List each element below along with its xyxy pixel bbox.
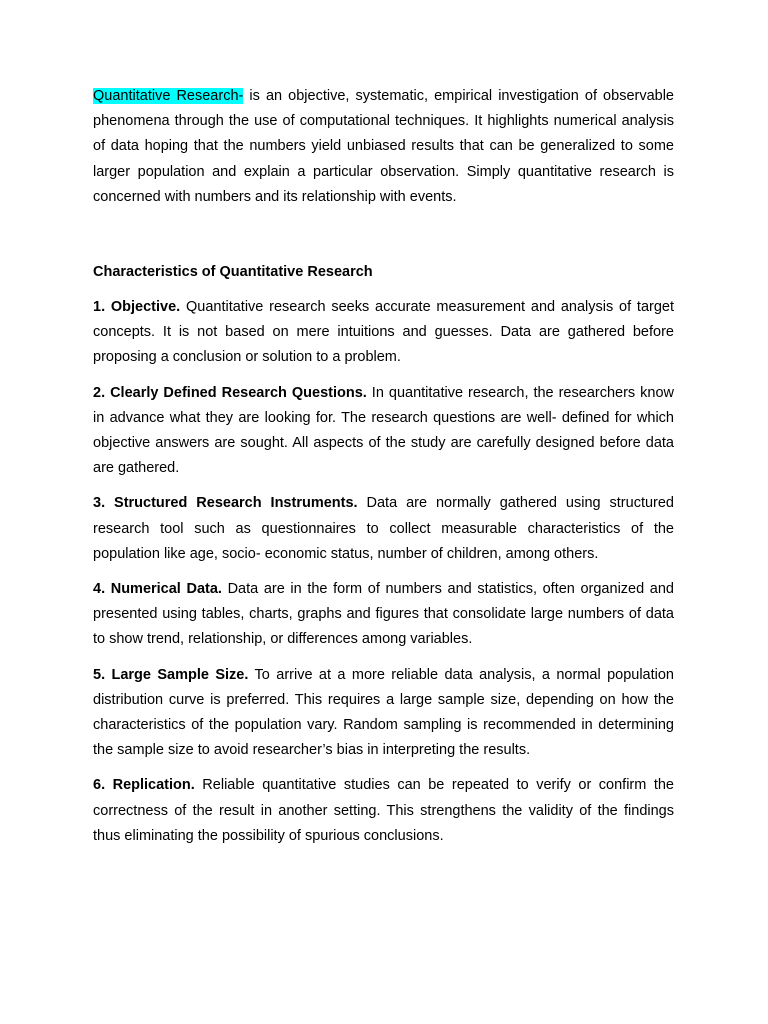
characteristic-item — [93, 663, 674, 764]
item-title: 1. Objective. — [93, 299, 181, 316]
highlighted-term: Quantitative Research- — [93, 88, 244, 104]
intro-text: is an objective, systematic, empirical investigation of observable phenomena through the use of computational techniques. It highlights numerical analysis of data hoping that the numbers yield unbiased results that can be generalized to some larger population and explain a particular observation. Simply quantitative research is concerned with numbers and its relationship with events. — [93, 88, 674, 205]
item-title: 6. Replication. — [93, 777, 195, 794]
characteristic-item — [93, 491, 674, 567]
item-text: Data are normally gathered using structured research tool such as questionnaires to collect measurable characteristics of the population like age, socio- economic status, number of children, among others. — [93, 495, 674, 562]
item-text: Reliable quantitative studies can be repeated to verify or confirm the correctness of the result in another setting. This strengthens the validity of the findings thus eliminating the possibility of spurious conclusions. — [93, 777, 674, 844]
item-text: Quantitative research seeks accurate measurement and analysis of target concepts. It is not based on mere intuitions and guesses. Data are gathered before proposing a conclusion or solution to a problem. — [93, 299, 674, 366]
item-title: 5. Large Sample Size. — [93, 666, 249, 683]
characteristic-item — [93, 773, 674, 849]
item-title: 4. Numerical Data. — [93, 581, 222, 598]
item-title: 2. Clearly Defined Research Questions. — [93, 384, 367, 401]
section-heading: Characteristics of Quantitative Research — [93, 264, 373, 281]
item-text: To arrive at a more reliable data analysis, a normal population distribution curve is preferred. This requires a large sample size, depending on how the characteristics of the population vary. Random sampling is recommended in determining the sample size to avoid researcher’s bias in interpreting the results. — [93, 666, 674, 759]
item-text: Data are in the form of numbers and statistics, often organized and presented using tables, charts, graphs and figures that consolidate large numbers of data to show trend, relationship, or differences among variables. — [93, 581, 674, 648]
intro-paragraph — [93, 84, 674, 210]
characteristic-item — [93, 295, 674, 371]
characteristic-item — [93, 381, 674, 482]
item-title: 3. Structured Research Instruments. — [93, 495, 358, 512]
item-text: In quantitative research, the researchers know in advance what they are looking for. The research questions are well- defined for which objective answers are sought. All aspects of the study are carefully designed before data are gathered. — [93, 384, 675, 477]
document-page — [93, 84, 674, 849]
characteristic-item — [93, 577, 674, 653]
